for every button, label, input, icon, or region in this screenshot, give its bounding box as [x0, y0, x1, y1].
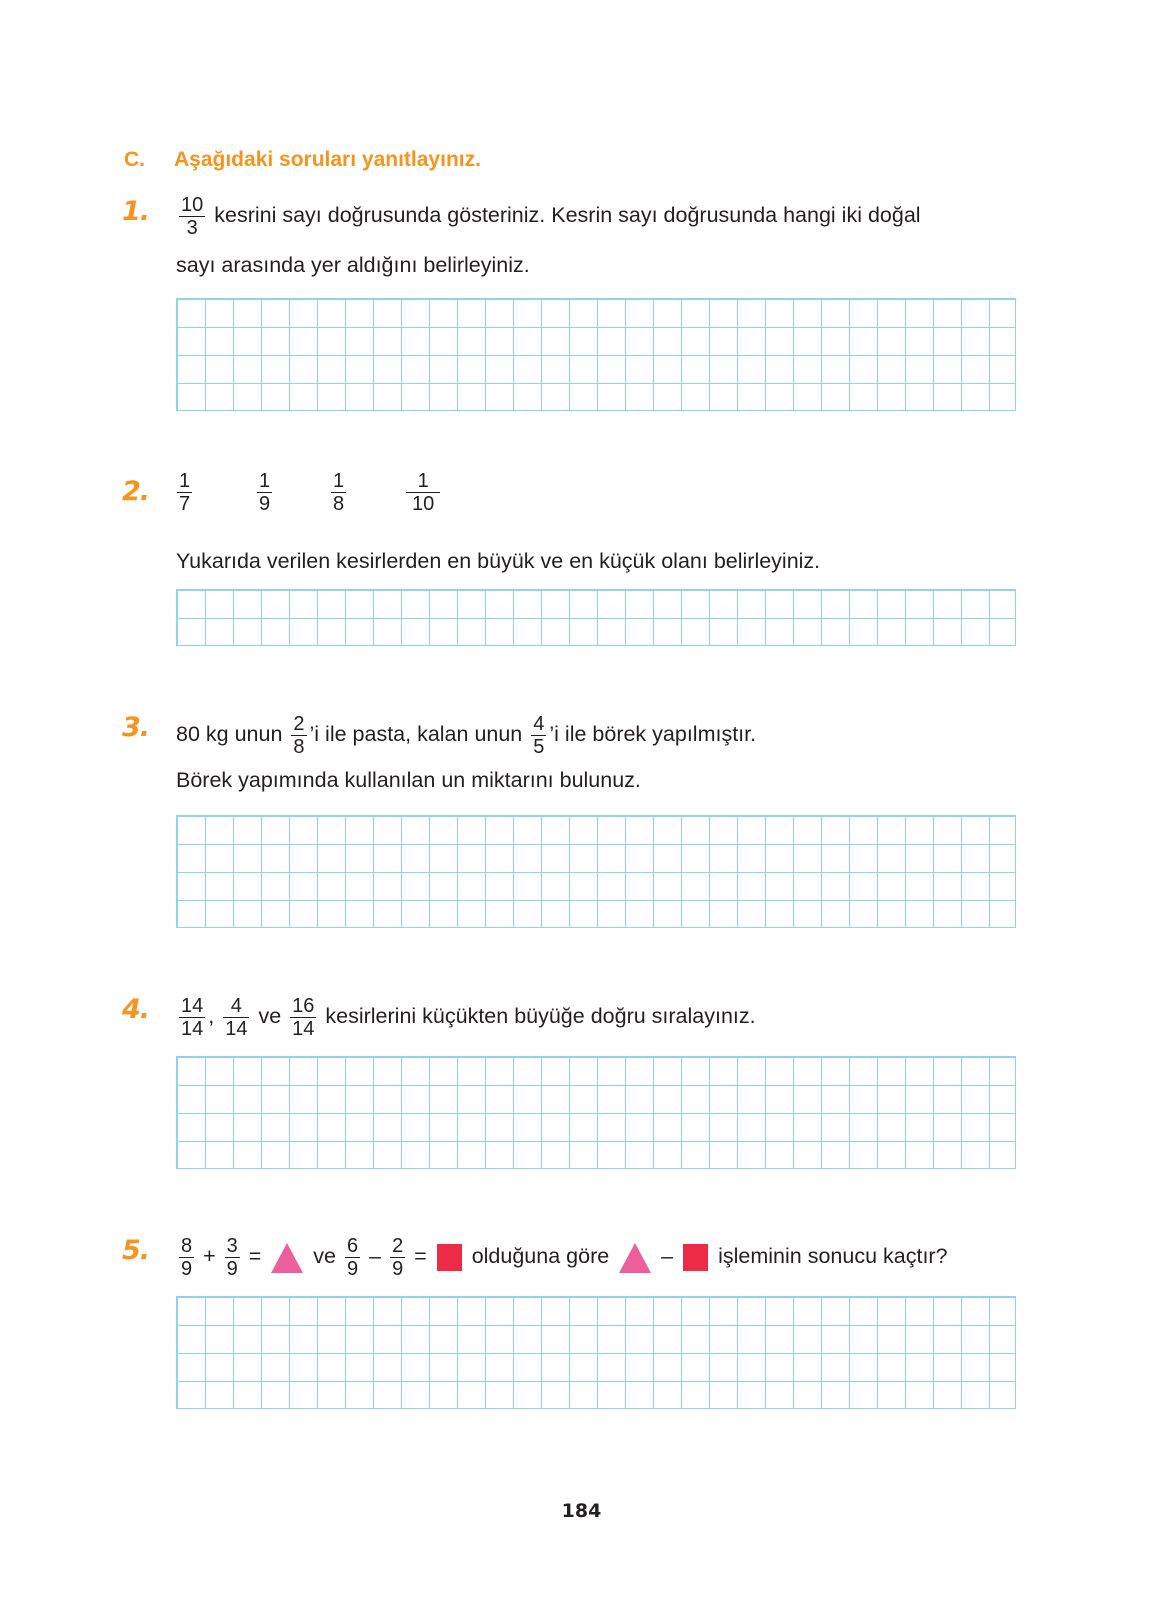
- fraction-denominator: 10: [412, 493, 435, 515]
- question-1-text-2: sayı arasında yer aldığını belirleyiniz.: [176, 253, 530, 277]
- fraction-1-7: [177, 470, 192, 515]
- equals-sign: =: [414, 1244, 427, 1269]
- question-4-line: [176, 995, 756, 1040]
- section-title: Aşağıdaki soruları yanıtlayınız.: [174, 148, 481, 171]
- minus-sign: –: [661, 1244, 674, 1269]
- question-4-text: kesirlerini küçükten büyüğe doğru sıralayınız.: [325, 1004, 756, 1029]
- question-3-part-2: ’i ile pasta, kalan unun: [309, 722, 523, 747]
- fraction-numerator: 10: [181, 194, 204, 216]
- question-2-number: 2.: [122, 476, 150, 507]
- plus-sign: +: [203, 1244, 216, 1269]
- fraction-denominator: 7: [179, 493, 191, 515]
- fraction-4-5: [531, 713, 546, 758]
- fraction-1-9: [257, 470, 272, 515]
- fraction-numerator: 1: [333, 470, 345, 492]
- fraction-10-3: [179, 194, 205, 239]
- fraction-4-14: [223, 995, 249, 1040]
- fraction-numerator: 1: [259, 470, 271, 492]
- fraction-1-10: [406, 470, 440, 515]
- question-4-number: 4.: [122, 994, 150, 1025]
- fraction-denominator: 14: [181, 1018, 204, 1040]
- ve-label: ve: [313, 1244, 337, 1269]
- fraction-denominator: 3: [186, 217, 198, 239]
- fraction-numerator: 1: [406, 470, 440, 493]
- answer-grid-3[interactable]: [176, 815, 1016, 928]
- fraction-numerator: 6: [347, 1235, 359, 1257]
- fraction-numerator: 2: [392, 1235, 404, 1257]
- fraction-1-8: [331, 470, 346, 515]
- answer-grid-1[interactable]: [176, 298, 1016, 411]
- question-5-text-1: olduğuna göre: [471, 1244, 610, 1269]
- answer-grid-4[interactable]: [176, 1056, 1016, 1169]
- fraction-6-9: [345, 1235, 360, 1280]
- question-3-part-3: ’i ile börek yapılmıştır.: [549, 722, 757, 747]
- question-3-text-2: Börek yapımında kullanılan un miktarını bulunuz.: [176, 768, 641, 792]
- fraction-numerator: 1: [179, 470, 191, 492]
- answer-grid-5[interactable]: [176, 1296, 1016, 1409]
- fraction-numerator: 14: [181, 995, 204, 1017]
- pink-triangle-icon: [619, 1243, 651, 1273]
- question-3-number: 3.: [122, 712, 150, 743]
- fraction-numerator: 8: [181, 1235, 193, 1257]
- fraction-16-14: [290, 995, 316, 1040]
- question-1-line-1: [176, 194, 921, 239]
- page-number: 184: [561, 1500, 602, 1522]
- pink-triangle-icon: [271, 1243, 303, 1273]
- fraction-numerator: 16: [292, 995, 315, 1017]
- fraction-14-14: [179, 995, 205, 1040]
- fraction-2-9: [390, 1235, 405, 1280]
- fraction-denominator: 9: [226, 1258, 238, 1280]
- question-5-number: 5.: [122, 1235, 150, 1266]
- fraction-denominator: 9: [392, 1258, 404, 1280]
- question-3-part-1: 80 kg unun: [176, 722, 283, 747]
- comma: ,: [208, 1004, 215, 1029]
- question-5-line: [176, 1235, 948, 1280]
- fraction-denominator: 5: [533, 736, 545, 758]
- equals-sign: =: [248, 1244, 262, 1269]
- fraction-denominator: 9: [181, 1258, 193, 1280]
- fraction-numerator: 4: [223, 995, 249, 1018]
- fraction-3-9: [225, 1235, 240, 1280]
- fraction-8-9: [179, 1235, 194, 1280]
- question-5-text-2: işleminin sonucu kaçtır?: [718, 1244, 948, 1269]
- fraction-numerator: 2: [293, 713, 305, 735]
- fraction-denominator: 9: [259, 493, 271, 515]
- fraction-denominator: 14: [292, 1018, 315, 1040]
- red-square-icon: [437, 1244, 462, 1271]
- fraction-denominator: 8: [333, 493, 345, 515]
- fraction-denominator: 14: [225, 1018, 248, 1040]
- red-square-icon: [683, 1244, 708, 1271]
- fraction-numerator: 3: [226, 1235, 238, 1257]
- fraction-denominator: 8: [293, 736, 305, 758]
- fraction-2-8: [291, 713, 306, 758]
- question-2-text: Yukarıda verilen kesirlerden en büyük ve en küçük olanı belirleyiniz.: [176, 549, 821, 573]
- fraction-denominator: 9: [347, 1258, 359, 1280]
- section-letter: C.: [124, 148, 145, 171]
- question-3-line-1: [176, 713, 756, 758]
- minus-sign: –: [369, 1244, 382, 1269]
- answer-grid-2[interactable]: [176, 589, 1016, 646]
- fraction-numerator: 4: [533, 713, 545, 735]
- question-1-number: 1.: [122, 196, 150, 227]
- ve-label: ve: [258, 1004, 282, 1029]
- question-1-text-1: kesrini sayı doğrusunda gösteriniz. Kesrin sayı doğrusunda hangi iki doğal: [214, 203, 921, 228]
- section-header: [124, 148, 481, 172]
